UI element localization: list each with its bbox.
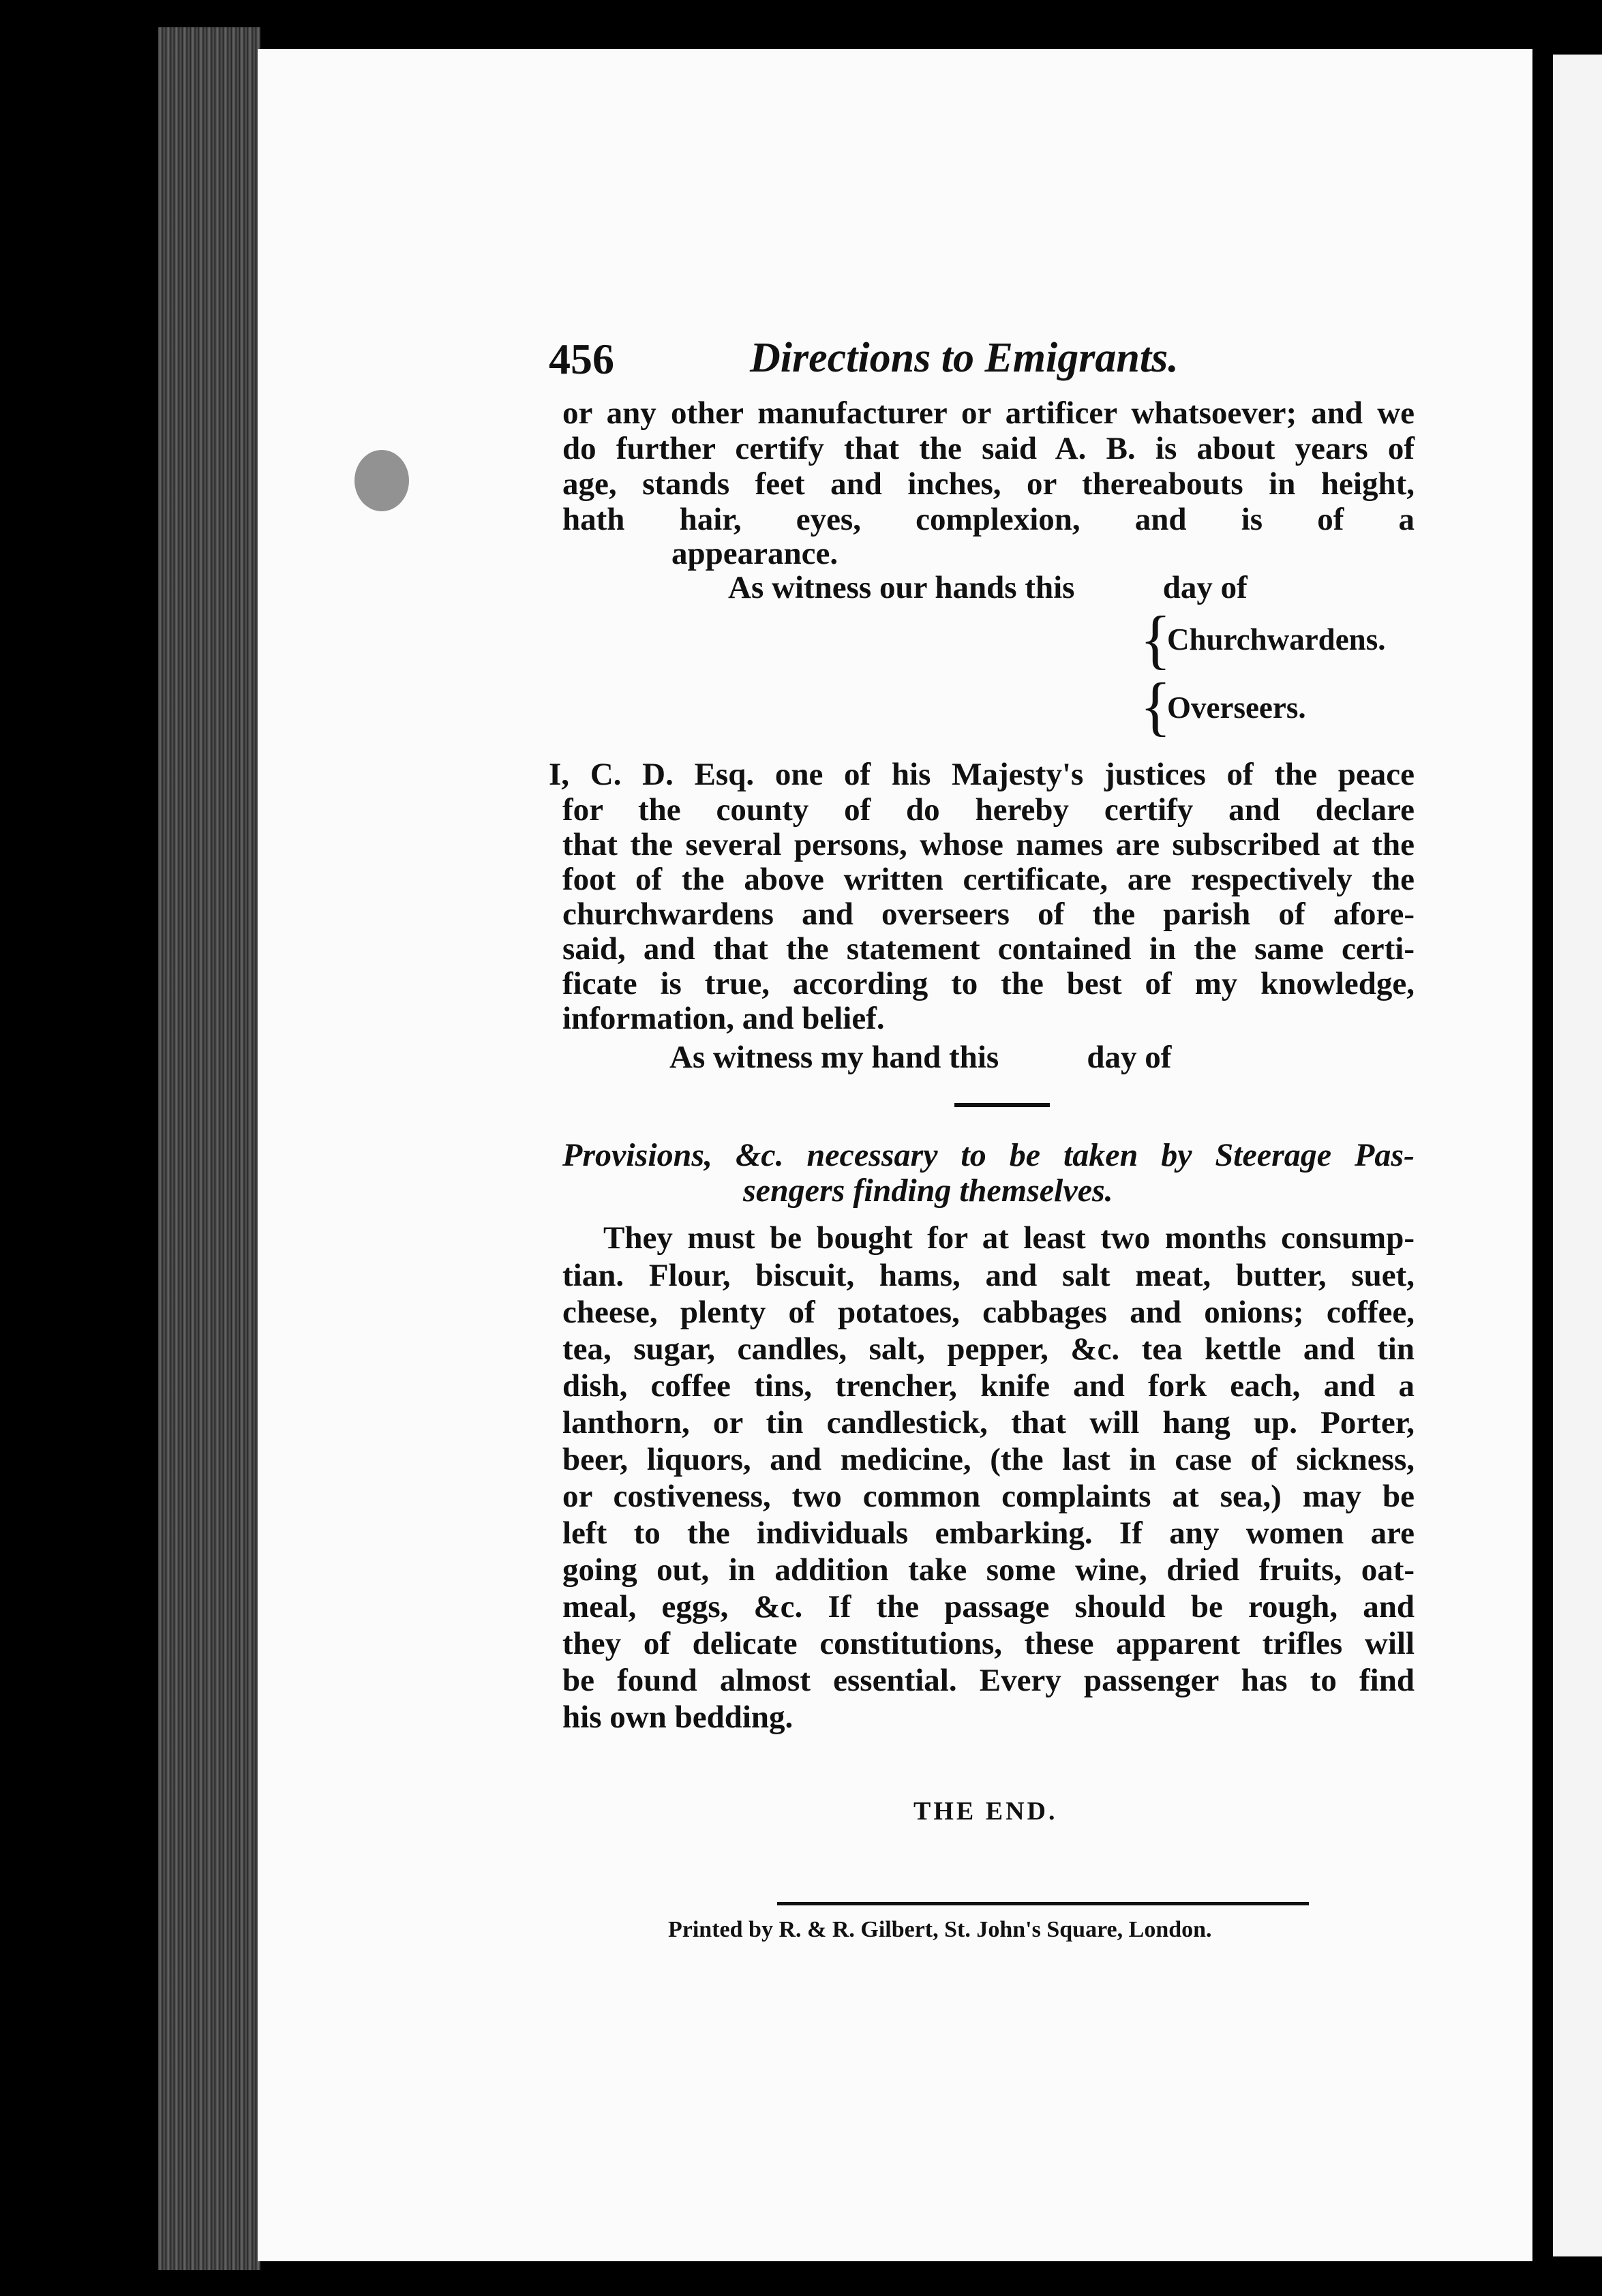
- text-line: be found almost essential. Every passenger has to find: [562, 1663, 1415, 1698]
- text-line: meal, eggs, &c. If the passage should be rough, and: [562, 1589, 1415, 1625]
- text-line: do further certify that the said A. B. is about years of: [562, 431, 1415, 466]
- text-line: going out, in addition take some wine, dried fruits, oat-: [562, 1552, 1415, 1588]
- section-heading: Provisions, &c. necessary to be taken by Steerage Pas-: [562, 1137, 1415, 1173]
- text-line: churchwardens and overseers of the parish of afore-: [562, 896, 1415, 932]
- text-line: appearance.: [671, 536, 838, 571]
- running-title: Directions to Emigrants.: [750, 335, 1179, 381]
- text-line: beer, liquors, and medicine, (the last in case of sickness,: [562, 1442, 1415, 1477]
- text-line: lanthorn, or tin candlestick, that will hang up. Porter,: [562, 1405, 1415, 1440]
- text-line: As witness our hands this day of: [728, 570, 1248, 605]
- text-line: tian. Flour, biscuit, hams, and salt meat, butter, suet,: [562, 1258, 1415, 1293]
- printer-imprint: Printed by R. & R. Gilbert, St. John's Square, London.: [668, 1917, 1212, 1942]
- ink-blot: [354, 450, 409, 511]
- page-header: [549, 334, 1230, 382]
- text-line: or costiveness, two common complaints at sea,) may be: [562, 1479, 1415, 1514]
- text-line: I, C. D. Esq. one of his Majesty's justices of the peace: [549, 757, 1415, 792]
- the-end: THE END.: [913, 1797, 1058, 1826]
- text-line: As witness my hand this day of: [669, 1040, 1172, 1075]
- section-rule: [954, 1103, 1050, 1107]
- text-line: They must be bought for at least two months consump-: [603, 1220, 1415, 1256]
- text-line: foot of the above written certificate, are respectively the: [562, 862, 1415, 897]
- churchwardens-label: Churchwardens.: [1167, 622, 1386, 656]
- text-line: that the several persons, whose names are subscribed at the: [562, 827, 1415, 862]
- page-number: 456: [549, 335, 614, 383]
- text-line: ficate is true, according to the best of my knowledge,: [562, 966, 1415, 1001]
- text-line: dish, coffee tins, trencher, knife and fork each, and a: [562, 1368, 1415, 1404]
- text-line: age, stands feet and inches, or thereabouts in height,: [562, 466, 1415, 502]
- text-line: for the county of do hereby certify and declare: [562, 792, 1415, 828]
- text-line: left to the individuals embarking. If any women are: [562, 1515, 1415, 1551]
- book-edge: [158, 27, 260, 2270]
- text-line: cheese, plenty of potatoes, cabbages and onions; coffee,: [562, 1295, 1415, 1330]
- section-heading: sengers finding themselves.: [743, 1173, 1113, 1209]
- brace: {: [1140, 603, 1172, 676]
- text-line: said, and that the statement contained in the same certi-: [562, 931, 1415, 967]
- overseers-label: Overseers.: [1167, 691, 1306, 725]
- text-line: they of delicate constitutions, these apparent trifles will: [562, 1626, 1415, 1661]
- text-line: information, and belief.: [562, 1001, 885, 1036]
- text-line: his own bedding.: [562, 1700, 794, 1735]
- text-line: or any other manufacturer or artificer whatsoever; and we: [562, 395, 1415, 431]
- text-line: hath hair, eyes, complexion, and is of a: [562, 502, 1415, 537]
- facing-page-edge: [1553, 55, 1602, 2256]
- imprint-rule: [777, 1902, 1309, 1905]
- brace: {: [1140, 669, 1172, 742]
- text-line: tea, sugar, candles, salt, pepper, &c. tea kettle and tin: [562, 1331, 1415, 1367]
